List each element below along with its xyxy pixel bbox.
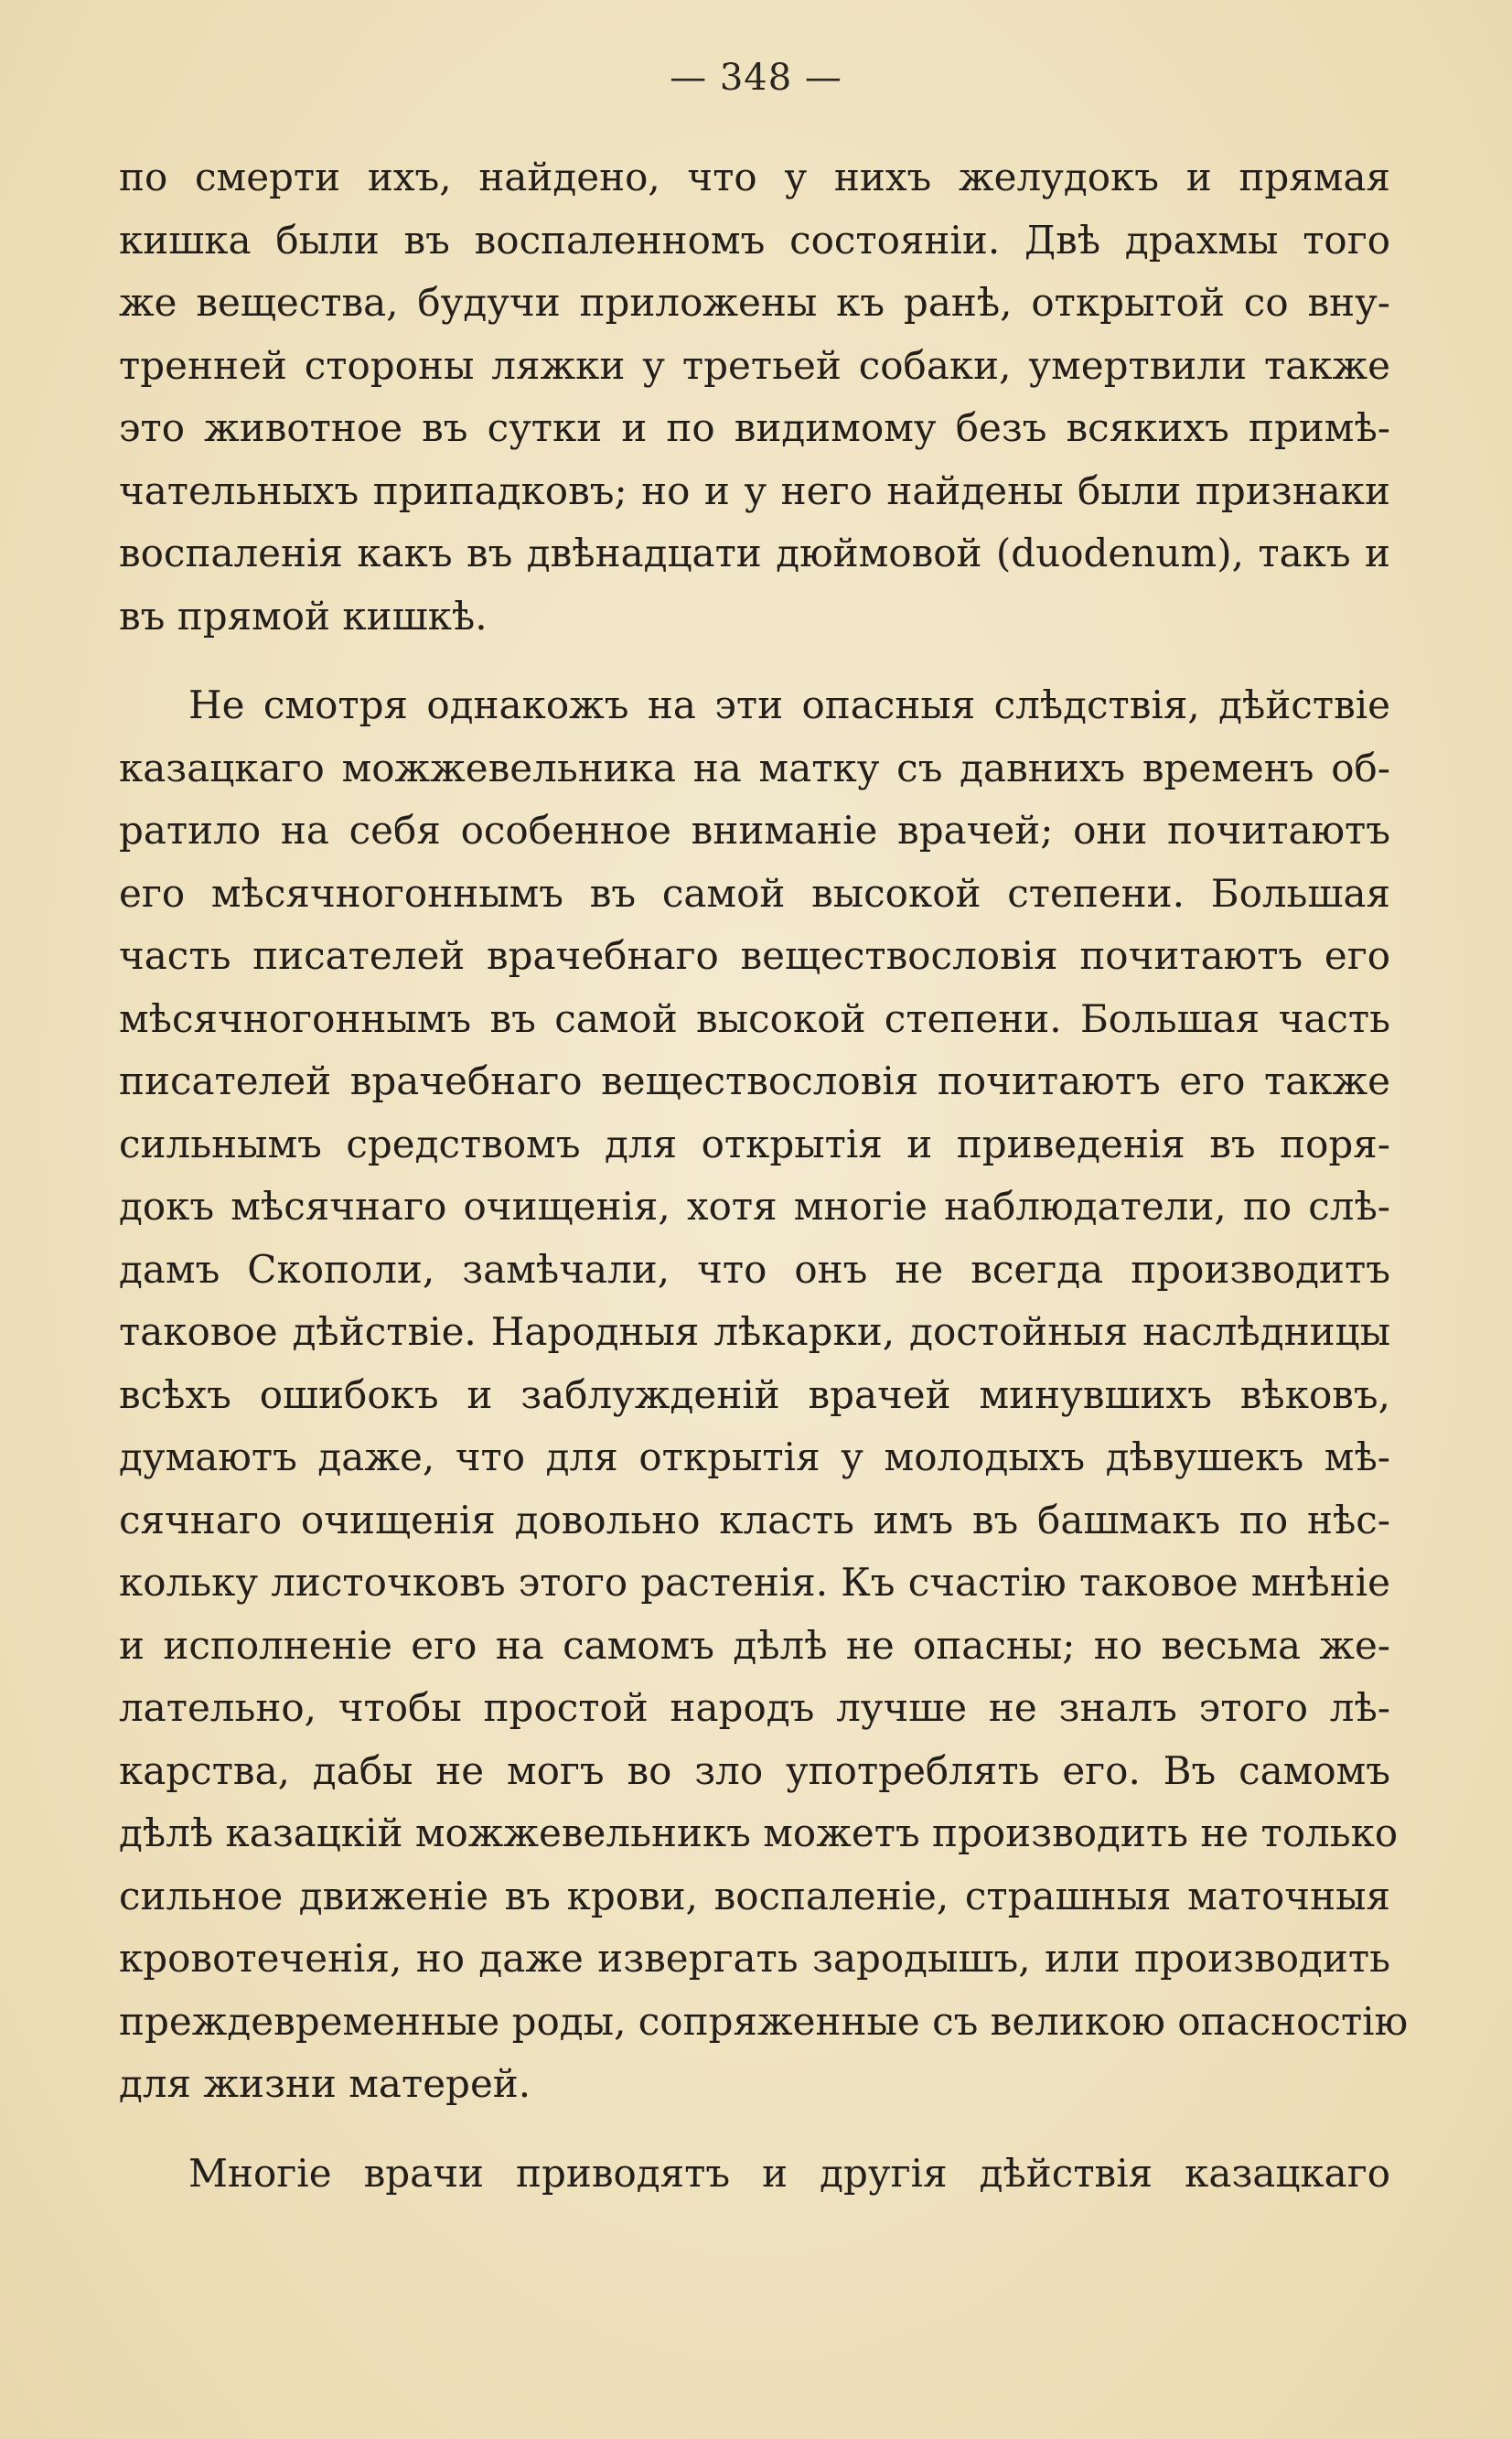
paragraph-3 — [119, 2143, 1390, 2206]
text-line: писателей врачебнаго веществословiя почитаютъ его также — [119, 1058, 1390, 1103]
text-line: казацкаго можжевельника на матку съ давнихъ временъ об- — [119, 745, 1390, 790]
text-line: думаютъ даже, что для открытiя у молодыхъ дѣвушекъ мѣ- — [119, 1434, 1390, 1479]
paragraph-gap — [119, 2116, 1390, 2143]
text-line: Многiе врачи приводятъ и другiя дѣйствiя казацкаго — [188, 2150, 1390, 2196]
text-line: для жизни матерей. — [119, 2061, 531, 2106]
paragraph-1 — [119, 146, 1390, 648]
text-line: карства, дабы не могъ во зло употреблять его. Въ самомъ — [119, 1747, 1390, 1793]
text-line: по смерти ихъ, найдено, что у нихъ желудокъ и прямая — [119, 155, 1390, 199]
text-line: кишка были въ воспаленномъ состоянiи. Двѣ драхмы того — [119, 217, 1390, 263]
text-line: сильное движенiе въ крови, воспаленiе, страшныя маточныя — [119, 1873, 1390, 1918]
text-line: всѣхъ ошибокъ и заблужденiй врачей минувшихъ вѣковъ, — [119, 1371, 1390, 1417]
text-line: лательно, чтобы простой народъ лучше не зналъ этого лѣ- — [119, 1685, 1390, 1730]
text-line: воспаленiя какъ въ двѣнадцати дюймовой (duodenum), такъ и — [119, 531, 1390, 575]
paragraph-gap — [119, 648, 1390, 674]
text-line: и исполненiе его на самомъ дѣлѣ не опасны; но весьма же- — [119, 1622, 1390, 1668]
body-text — [119, 146, 1409, 2205]
text-line: же вещества, будучи приложены къ ранѣ, открытой со вну- — [119, 280, 1390, 325]
text-line: кольку листочковъ этого растенiя. Къ счастiю таковое мнѣнiе — [119, 1560, 1390, 1605]
text-line: чательныхъ припадковъ; но и у него найдены были признаки — [119, 467, 1390, 513]
text-line: это животное въ сутки и по видимому безъ всякихъ примѣ- — [119, 405, 1390, 450]
text-line: ратило на себя особенное вниманiе врачей; они почитаютъ — [119, 808, 1390, 853]
text-line: его мѣсячногоннымъ въ самой высокой степени. Большая — [119, 870, 1390, 916]
text-line: докъ мѣсячнаго очищенiя, хотя многiе наблюдатели, по слѣ- — [119, 1184, 1390, 1229]
text-line: часть писателей врачебнаго веществословiя почитаютъ его — [119, 933, 1390, 978]
page-number: — 348 — — [670, 57, 842, 99]
text-line: дѣлѣ казацкiй можжевельникъ можетъ производить не только — [119, 1810, 1399, 1855]
text-line: преждевременные роды, сопряженные съ великою опасностiю — [119, 1998, 1409, 2044]
text-line: кровотеченiя, но даже извергать зародышъ, или производить — [119, 1936, 1390, 1981]
text-line: мѣсячногоннымъ въ самой высокой степени. Большая часть — [119, 995, 1390, 1041]
text-line: дамъ Скополи, замѣчали, что онъ не всегда производитъ — [119, 1246, 1390, 1292]
paragraph-2 — [119, 674, 1409, 2116]
text-line: сильнымъ средствомъ для открытiя и приведенiя въ поря- — [119, 1121, 1390, 1166]
text-line: тренней стороны ляжки у третьей собаки, умертвили также — [119, 342, 1390, 388]
text-line: Не смотря однакожъ на эти опасныя слѣдствiя, дѣйствiе — [188, 682, 1390, 727]
text-line: таковое дѣйствiе. Народныя лѣкарки, достойныя наслѣдницы — [119, 1309, 1390, 1354]
text-line: въ прямой кишкѣ. — [119, 593, 488, 639]
text-line: сячнаго очищенiя довольно класть имъ въ башмакъ по нѣс- — [119, 1497, 1390, 1542]
